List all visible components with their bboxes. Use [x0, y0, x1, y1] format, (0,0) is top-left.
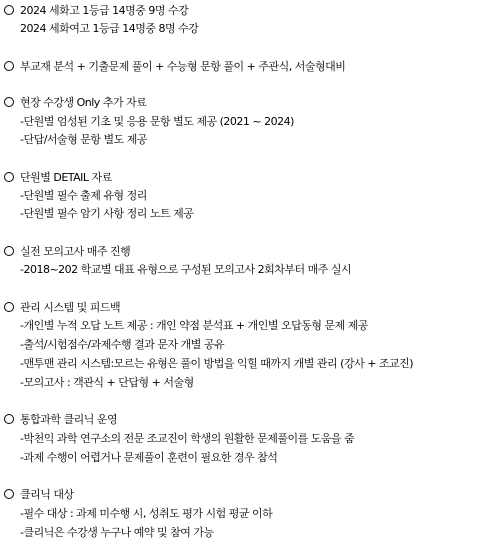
section-title	[4, 413, 117, 427]
section-title-text: 관리 시스템 및 피드백	[20, 301, 121, 314]
section-item: -단원별 필수 암기 사항 정리 노트 제공	[20, 207, 194, 220]
section-title-text: 2024 세화고 1등급 14명중 9명 수강	[20, 4, 189, 17]
section-item: -맨투맨 관리 시스템:모르는 유형은 풀이 방법을 익힐 때까지 개별 관리 (강사 + 조교진)	[20, 357, 414, 370]
section-title	[4, 4, 188, 18]
circle-bullet-icon	[4, 302, 14, 312]
section-title-text: 단원별 DETAIL 자료	[20, 171, 112, 184]
section-title-text: 부교재 분석 + 기출문제 풀이 + 수능형 문항 풀이 + 주관식, 서술형대비	[20, 60, 346, 73]
section-item: -과제 수행이 어렵거나 문제풀이 훈련이 필요한 경우 참석	[20, 451, 278, 464]
section-title	[4, 301, 120, 315]
section-title	[4, 171, 112, 185]
section-item: -출석/시험점수/과제수행 결과 문자 개별 공유	[20, 338, 225, 351]
section-item: -필수 대상 : 과제 미수행 시, 성취도 평가 시험 평균 이하	[20, 507, 273, 520]
circle-bullet-icon	[4, 5, 14, 15]
section-title	[4, 245, 130, 259]
section-title-text: 실전 모의고사 매주 진행	[20, 245, 131, 258]
section-item: -개인별 누적 오답 노트 제공 : 개인 약점 분석표 + 개인별 오답동형 문제 제공	[20, 319, 368, 332]
circle-bullet-icon	[4, 246, 14, 256]
circle-bullet-icon	[4, 97, 14, 107]
section-title	[4, 96, 146, 110]
circle-bullet-icon	[4, 172, 14, 182]
section-title-text: 현장 수강생 Only 추가 자료	[20, 96, 147, 109]
section-item: -모의고사 : 객관식 + 단답형 + 서술형	[20, 376, 194, 389]
section-item: -단답/서술형 문항 별도 제공	[20, 133, 148, 146]
section-title	[4, 488, 74, 502]
section-title	[4, 60, 345, 74]
circle-bullet-icon	[4, 61, 14, 71]
section-item: -단원별 필수 출제 유형 정리	[20, 189, 147, 202]
section-title-text: 클리닉 대상	[20, 488, 74, 501]
section-item: -2018~202 학교별 대표 유형으로 구성된 모의고사 2회차부터 매주 실시	[20, 263, 352, 276]
section-item: -클리닉은 수강생 누구나 예약 및 참여 가능	[20, 526, 214, 539]
section-item: 2024 세화여고 1등급 14명중 8명 수강	[20, 22, 199, 35]
section-title-text: 통합과학 클리닉 운영	[20, 413, 118, 426]
section-item: -박천익 과학 연구소의 전문 조교진이 학생의 원활한 문제풀이를 도움을 줌	[20, 432, 355, 445]
circle-bullet-icon	[4, 489, 14, 499]
circle-bullet-icon	[4, 414, 14, 424]
section-item: -단원별 엄성된 기초 및 응용 문항 별도 제공 (2021 ~ 2024)	[20, 115, 294, 128]
